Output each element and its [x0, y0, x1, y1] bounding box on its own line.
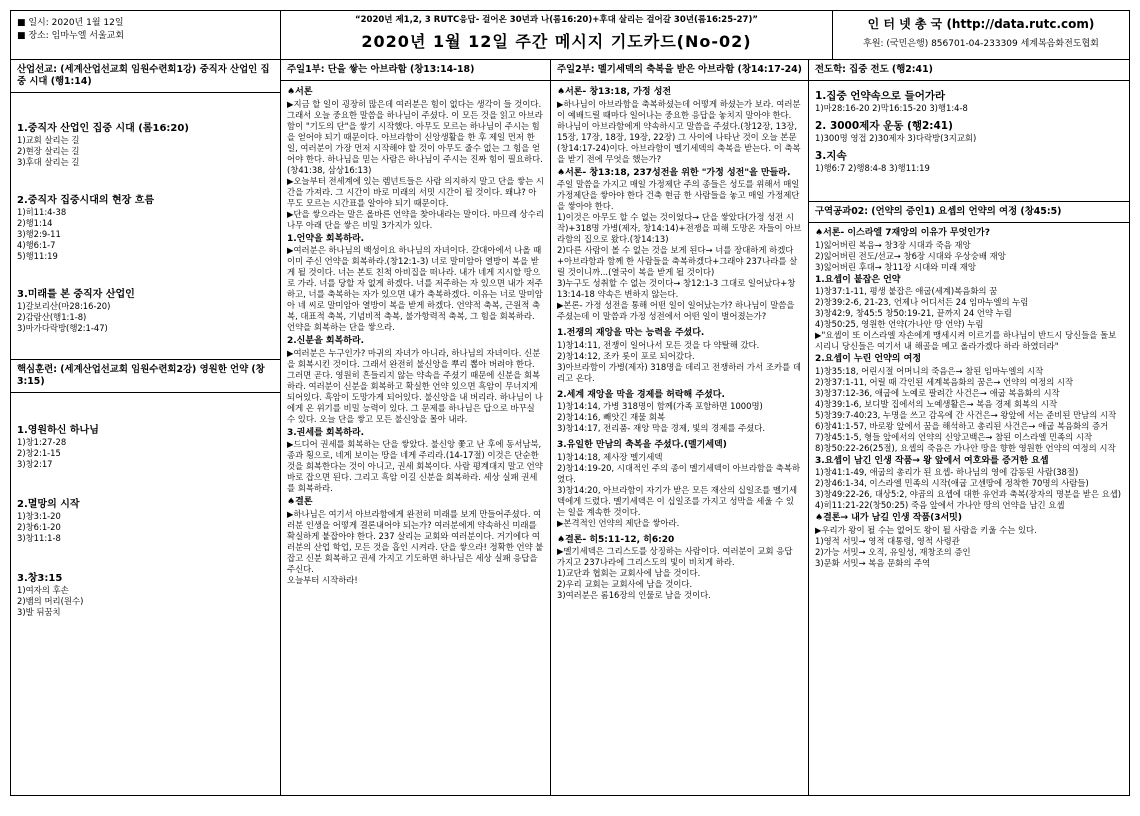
- block-heading: 3.미래를 본 중직자 산업인: [17, 289, 135, 300]
- text-line: 3)창11:1-8: [17, 533, 61, 543]
- text-line: ▶오늘부터 전세계에 있는 렘넌트들은 사람 의지하지 말고 단을 쌓는 시간을 가져라. 그 시간이 바로 미래의 서밋 시간이 될 것이다. 왜냐? 아무도 모르는 시간표를 알아야 되기 때문이다.: [287, 175, 544, 208]
- header-org: [833, 11, 1129, 59]
- header-title-block: [281, 11, 833, 59]
- text-line: 3)창37:12-36, 애굽에 노예로 팔려간 사건은→ 애굽 복음화의 시작: [815, 387, 1060, 398]
- block-heading: 2.요셉이 누린 언약의 여정: [815, 354, 922, 364]
- block-heading: 1.집중 언약속으로 들어가라: [815, 90, 946, 102]
- text-line: 1)창14:14, 가병 318명이 함께(가족 포함하면 1000명): [557, 401, 763, 411]
- text-line: 1)창14:18, 제사장 멜기세덱: [557, 451, 663, 462]
- text-line: 3)잃어버린 후대→ 창11장 시대와 미래 재앙: [815, 261, 976, 272]
- block-heading: ♠결론→ 내가 남길 인생 작품(3서밋): [815, 513, 962, 523]
- block-heading: 3.권세를 회복하라.: [287, 427, 365, 438]
- training-content: [11, 393, 280, 621]
- block-heading: 2.중직자 집중시대의 현장 흐름: [17, 195, 155, 206]
- text-line: 1)창41:1-49, 애굽의 총리가 된 요셉- 하나님의 영에 감동된 사람(38절): [815, 467, 1079, 477]
- text-line: 4)행6:1-7: [17, 240, 56, 250]
- text-line: 1)창1:27-28: [17, 437, 67, 447]
- text-line: 2)창39:2-6, 21-23, 언제나 어디서든 24 임마누엘의 누림: [815, 297, 1029, 307]
- text-line: ▶멜기세덱은 그리스도를 상징하는 사람이다. 여러분이 교회 응답 가지고 237나라에 그리스도의 빛이 비치게 하라.: [557, 546, 793, 567]
- section-header: 핵심훈련: (세계산업선교회 임원수련회2강) 영원한 언약 (창3:15): [11, 360, 280, 393]
- block-heading: 2.멸망의 시작: [17, 499, 80, 510]
- text-line: 2)창46:1-34, 이스라엘 민족의 시작(애굽 고센땅에 정착한 70명의 사람들): [815, 478, 1089, 488]
- column-sermon1: [281, 60, 551, 796]
- text-line: 2)창37:1-11, 어릴 때 각인된 세계복음화의 꿈은→ 언약의 여정의 시작: [815, 376, 1074, 387]
- evangelism-content: [809, 81, 1129, 177]
- text-line: ▶지금 할 일이 굉장히 많은데 여러분은 힘이 없다는 생각이 들 것이다. 그래서 오늘 중요한 말씀을 하나님이 주셨다. 이 모든 것을 읽고 아브라함이 "기도의 단"을 쌓기 시작했다. 아무도 모르는 하나님이 주시는 힘을 얻어야 되기 때문이다. 아브라함이 신앙생활을 한 후 제일 먼저 한 일, 여러분이 가장 먼저 시작해야 할 것이 아무도 줄수 없는 그 힘을 얻어야 한다. 하나님을 믿는 사람은 하나님이 주시는 진짜 힘이 필요하다.(창41:38, 삼상16:13): [287, 98, 543, 175]
- text-line: 3)창2:17: [17, 459, 53, 469]
- block-heading: 3.요셉이 남긴 인생 작품→ 왕 앞에서 여호와를 증거한 요셉: [815, 455, 1049, 466]
- text-line: ▶단을 쌓으라는 말은 올바른 언약을 찾아내라는 말이다. 마므레 상수리 나무 아래 단을 쌓은 비밀 3가지가 있다.: [287, 208, 544, 230]
- columns: [11, 60, 1129, 796]
- section-header: 주일2부: 멜기세덱의 축복을 받은 아브라함 (창14:17-24): [551, 60, 808, 81]
- page-title: 2020년 1월 12일 주간 메시지 기도카드(No-02): [361, 32, 752, 51]
- org-name: 인 터 넷 총 국 (http://data.rutc.com): [867, 17, 1095, 31]
- text-line: ▶여러분은 하나님의 백성이요 하나님의 자녀이다. 갈대아에서 나올 때 이미 주신 언약을 회복하라.(창12:1-3) 너로 말미암아 열방이 복을 받게 될 것이다. 너는 본토 친척 아비집을 떠나라. 내가 네게 지시할 땅으로 가라. 너를 당할 자 없게 하겠다. 너를 저주하는 자 있으면 내가 저주하고, 너를 축복하는 자가 있으면 내가 축복하겠다. 이유는 너로 말미암아 네 씨로 말미암아 열방이 복을 받게 하겠다. 언약적 축복, 근원적 축복, 대표적 축복, 기념비적 축복, 불가항력적 축복, 그 힘을 회복하라.: [287, 245, 543, 321]
- text-line: 1)창3:1-20: [17, 511, 61, 521]
- text-line: 2)잃어버린 전도/선교→ 창6장 시대와 우상숭배 재앙: [815, 250, 1006, 261]
- evangelism-block: [809, 60, 1129, 202]
- text-line: 8)창50:22-26(25절), 요셉의 죽음은 가나안 땅을 향한 영원한 언약의 여정의 시작: [815, 442, 1116, 453]
- text-line: 2)창6:1-20: [17, 522, 61, 532]
- section-header: 주일1부: 단을 쌓는 아브라함 (창13:14-18): [281, 60, 550, 81]
- column-industry: [11, 60, 281, 796]
- date-text: ■ 일시: 2020년 1월 12일: [17, 18, 124, 28]
- text-line: 4)히11:21-22(창50:25) 죽음 앞에서 가나안 땅의 언약을 남긴 요셉: [815, 500, 1065, 510]
- block-heading: 3.창3:15: [17, 573, 63, 584]
- text-line: 1)교단과 협회는 교회사에 남을 것이다.: [557, 568, 701, 578]
- section-header: 산업선교: (세계산업선교회 임원수련회1강) 중직자 산업인 집중 시대 (행1:14): [11, 60, 280, 93]
- sermon2-content: [551, 81, 808, 604]
- text-line: 2)창2:1-15: [17, 448, 61, 458]
- text-line: ▶"요셉이 또 이스라엘 자손에게 맹세시켜 이르기를 하나님이 반드시 당신들을 돌보시리니 당신들은 여기서 내 해골을 메고 올라가겠다 하라 하였더라": [815, 330, 1117, 351]
- text-line: 2)창14:12, 조카 롯이 포로 되어갔다.: [557, 350, 695, 361]
- text-line: 3)창14:17, 전리품- 재앙 막을 경제, 빛의 경제를 주셨다.: [557, 423, 765, 433]
- text-line: 2)다른 사람이 볼 수 없는 것을 보게 된다→ 너를 장대하게 하겠다+아브라함과 함께 한 사람들을 축복하겠다+그래야 237나라를 살릴 것이니까...(열국이 복을 받게 될 것이다): [557, 245, 798, 277]
- industry-content: [11, 93, 280, 337]
- text-line: 1)영적 서밋→ 영적 대통령, 영적 사령관: [815, 535, 960, 546]
- block-heading: 2.세계 재앙을 막을 경제를 허락해 주셨다.: [557, 389, 725, 400]
- text-line: 3)마가다락방(행2:1-47): [17, 323, 108, 333]
- text-line: 1)행6:7 2)행8:4-8 3)행11:19: [815, 163, 930, 173]
- text-line: 4)창50:25, 영원한 언약(가나안 땅 언약) 누림: [815, 319, 984, 329]
- text-line: 2)감람산(행1:1-8): [17, 312, 87, 322]
- text-line: 2)창14:16, 빼앗긴 재물 회복: [557, 412, 666, 422]
- text-line: 2)행1:14: [17, 218, 53, 228]
- text-line: ▶본격적인 언약의 제단을 쌓아라.: [557, 517, 680, 528]
- sermon1-content: [281, 81, 550, 589]
- block-heading: 1.전쟁의 재앙을 막는 능력을 주셨다.: [557, 328, 705, 338]
- prayer-card: [10, 10, 1130, 796]
- section-header: 전도학: 집중 전도 (행2:41): [809, 60, 1129, 81]
- sponsor-text: 후원: (국민은행) 856701-04-233309 세계복음화전도협회: [863, 39, 1099, 49]
- text-line: 1)히11:4-38: [17, 207, 67, 217]
- text-line: 1)창37:1-11, 평생 붙잡은 애굽(세계)복음화의 꿈: [815, 286, 998, 296]
- text-line: 7)창45:1-5, 형들 앞에서의 언약의 신앙고백은→ 참된 이스라엘 민족의 시작: [815, 431, 1093, 442]
- header-info: [11, 11, 281, 59]
- text-line: 3)아브라함이 가병(제자) 318명을 데리고 전쟁하러 가서 조카를 데리고 온다.: [557, 361, 801, 383]
- block-heading: ♠서론- 이스라엘 7재앙의 이유가 무엇인가?: [815, 228, 990, 238]
- text-line: 1)창35:18, 어린시절 어머니의 죽음은→ 참된 임마누엘의 시작: [815, 365, 1044, 376]
- text-line: ▶우리가 왕이 될 수는 없어도 왕이 될 사람을 키울 수는 있다.: [815, 524, 1037, 535]
- text-line: 6)창41:1-57, 바로왕 앞에서 꿈을 해석하고 총리된 사건은→ 애굽 복음화의 증거: [815, 420, 1109, 431]
- text-line: 3)창42:9, 창45:5 창50:19-21, 끝까지 24 언약 누림: [815, 308, 1012, 318]
- text-line: 1)창14:11, 전쟁이 일어나서 모든 것을 다 약탈해 갔다.: [557, 339, 760, 350]
- text-line: 3)창14:20, 아브라함이 자기가 받은 모든 재산의 십일조를 멜기세덱에게 드렸다. 멜기세덱은 이 십일조를 가지고 성막을 세울 수 있는 일을 계속한 것이다.: [557, 484, 798, 517]
- industry-block: [11, 60, 280, 360]
- block-heading: 1.언약을 회복하라.: [287, 233, 365, 244]
- section-header: 구역공과02: (언약의 증인1) 요셉의 언약의 여정 (창45:5): [809, 202, 1129, 223]
- text-line: ▶본론- 가정 성전을 통해 어떤 일이 일어났는가? 하나님이 말씀을 주셨는데 이 말씀과 가정 성전에서 어떤 일이 벌어졌는가?: [557, 300, 795, 321]
- block-heading: 2.신분을 회복하라.: [287, 336, 365, 346]
- text-line: 4)창39:1-6, 보디발 집에서의 노예생활은→ 복음 경제 회복의 시작: [815, 398, 1058, 409]
- text-line: 3)창49:22-26, 대상5:2, 야곱의 요셉에 대한 유언과 축복(장자의 명분을 받은 요셉): [815, 489, 1122, 499]
- block-heading: ♠서론- 창13:18, 237성전을 위한 "가정 성전"을 만들라.: [557, 167, 791, 178]
- block-heading: 1.영원하신 하나님: [17, 425, 99, 436]
- text-line: 2)창14:19-20, 시대적인 주의 종이 멜기세덱이 아브라함을 축복하였다.: [557, 462, 801, 484]
- block-heading: 1.중직자 산업인 집중 시대 (롬16:20): [17, 123, 189, 134]
- text-line: 1)여자의 후손: [17, 585, 69, 595]
- text-line: 3)후대 살리는 길: [17, 157, 80, 167]
- text-line: 1)잃어버린 복음→ 창3장 시대과 죽음 재앙: [815, 239, 971, 250]
- block-heading: ♠결론- 히5:11-12, 히6:20: [557, 534, 675, 545]
- block-heading: 1.요셉이 붙잡은 언약: [815, 274, 901, 285]
- text-line: 2)우리 교회는 교회사에 남을 것이다.: [557, 579, 693, 589]
- text-line: 2)가능 서밋→ 오직, 유일성, 재창조의 증인: [815, 546, 971, 557]
- text-line: 1)교회 살리는 길: [17, 135, 80, 145]
- training-block: [11, 360, 280, 621]
- text-line: 1)이것은 아무도 할 수 없는 것이었다→ 단을 쌓았다(가정 성전 시작)+318명 가병(제자, 창14:14)+전쟁을 피해 도망온 자들이 아브라함의 집으로 왔다.(창14:13): [557, 212, 802, 244]
- text-line: ▶드디어 권세를 회복하는 단을 쌓았다. 불신앙 쫓고 난 후에 동서남북, 종과 횡으로, 네게 보이는 땅을 네게 주리라.(14-17절) 이것은 단순한 것을 회복한다는 것이 아니고, 권세 회복이다. 사람 평계대지 말고 언약 바로 잡으면 된다. 그리고 흑암 이길 신분을 회복하라. 세상 실패 권세를 회복하라.: [287, 439, 543, 493]
- block-heading: 3.유일한 만남의 축복을 주셨다.(멜기세덱): [557, 440, 727, 450]
- column-evangelism: [809, 60, 1129, 796]
- text-line: 2)현장 살리는 길: [17, 146, 80, 156]
- text-line: 3)행2:9-11: [17, 229, 61, 239]
- text-line: 5)창39:7-40:23, 누명을 쓰고 감옥에 간 사건은→ 왕앞에 서는 준비된 만남의 시작: [815, 409, 1117, 420]
- text-line: 3)문화 서밋→ 복음 문화의 주역: [815, 557, 931, 568]
- block-heading: ♠서론- 창13:18, 가정 성전: [557, 87, 672, 97]
- text-line: 3)누구도 성취할 수 없는 것이다→ 창12:1-3 그대로 일어났다+창13:14-18 약속은 변하지 않는다.: [557, 278, 796, 299]
- block-heading: ♠서론: [287, 87, 313, 97]
- header: [11, 11, 1129, 60]
- column-sermon2: [551, 60, 809, 796]
- text-line: 1)갈보리산(마28:16-20): [17, 301, 111, 311]
- lesson-content: [809, 223, 1129, 572]
- text-line: 2)뱀의 머리(원수): [17, 596, 84, 606]
- text-line: ▶하나님은 여기서 아브라함에게 완전히 미래를 보게 만들어주셨다. 여러분 인생을 어떻게 결론내어야 되는가? 여러분에게 약속하신 미래를 확실하게 붙잡아야 한다. 237 살리는 교회와 여러분이다. 거기에다 여러분의 산업 학업, 모든 것을 흡인 시켜라. 단을 쌓으라! 정확한 언약 붙잡고 신분 회복하고 권세 가지고 기도하면 하나님은 세상 실패 응답을 주신다.: [287, 508, 544, 574]
- text-line: 언약을 회복하는 단을 쌓으라.: [287, 322, 395, 332]
- text-line: 1)300명 영접 2)30제자 3)다락방(3지교회): [815, 133, 977, 143]
- block-heading: 3.지속: [815, 150, 847, 162]
- text-line: ▶여러분은 누구인가? 마귀의 자녀가 아니라, 하나님의 자녀이다. 신분을 회복시킨 것이다. 그래서 완전히 불신앙을 뿌리 뽑아 버려야 한다. 그러면 곧다. 영원히 흔들리지 않는 약속을 주셨기 때문에 신분을 회복하라. 여러분이 신분을 회복하고 확실한 언약 있으면 흑암이 무너지게 되어있다. 흑암이 도망가게 되어있다. 불신앙을 내 버리라. 하나님이 나에게 온 위기를 비밀 능력이 있다. 그 문제를 하나님은 답으로 바꾸실 수 있다. 오늘 단을 쌓고 모든 불신앙을 몰아 내라.: [287, 347, 543, 424]
- text-line: 5)행11:19: [17, 251, 58, 261]
- header-subtitle: “2020년 제1,2, 3 RUTC응답- 걸어온 30년과 나(롬16:20)+후대 살리는 걸어갈 30년(롬16:25-27)”: [355, 15, 758, 25]
- block-heading: ♠결론: [287, 497, 313, 507]
- text-line: 주일 말씀을 가지고 매일 가정제단 주의 종들은 성도를 위해서 매일 가정제단을 쌓아야 한다 건축 현금 한 사람들을 놓고 매일 가정제단을 쌓아야 한다.: [557, 179, 800, 211]
- text-line: 1)마28:16-20 2)막16:15-20 3)행1:4-8: [815, 103, 968, 113]
- block-heading: 2. 3000제자 운동 (행2:41): [815, 120, 953, 132]
- place-text: ■ 장소: 임마누엘 서울교회: [17, 31, 125, 41]
- text-line: 오늘부터 시작하라!: [287, 574, 358, 585]
- text-line: 3)여러분은 롬16장의 인물로 남을 것이다.: [557, 590, 711, 600]
- text-line: 3)발 뒤꿈치: [17, 607, 61, 617]
- text-line: ▶하나님이 아브라함을 축복하셨는데 어떻게 하셨는가 보라. 여러분이 예배드릴 때마다 일어나는 중요한 응답을 놓치지 말아야 한다. 하나님이 아브라함에게 약속하시고 말씀을 주셨다.(창12장, 13장, 15장, 17장, 18장, 19장, 22장) 그 사이에 나타난 것이 오늘 본문(창14:17-24)이다. 아브라함이 멜기세덱의 축복을 받는다. 이 축복을 받기 전에 무엇을 했는가?: [557, 98, 801, 164]
